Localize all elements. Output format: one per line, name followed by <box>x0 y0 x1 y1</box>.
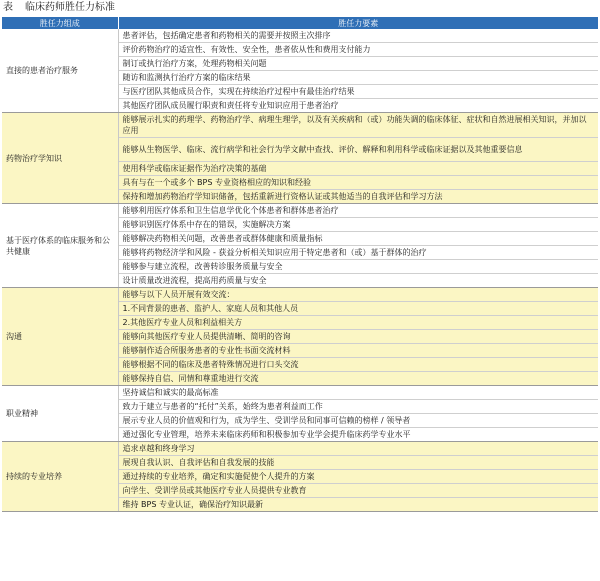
element-cell: 与医疗团队其他成员合作，实现在持续治疗过程中有最佳治疗结果 <box>118 85 598 99</box>
element-cell: 能够解决药物相关问题，改善患者或群体健康和质量指标 <box>118 232 598 246</box>
element-cell: 展示专业人员的价值观和行为，成为学生、受训学员和同事可信赖的榜样 / 领导者 <box>118 414 598 428</box>
table-row <box>2 442 598 456</box>
table-row <box>2 29 598 43</box>
element-cell: 保持和增加药物治疗学知识储备，包括重新进行资格认证或其他适当的自我评估和学习方法 <box>118 190 598 204</box>
element-cell: 其他医疗团队成员履行职责和责任将专业知识应用于患者治疗 <box>118 99 598 113</box>
category-cell: 持续的专业培养 <box>2 442 118 512</box>
table-row <box>2 288 598 302</box>
header-elements: 胜任力要素 <box>118 17 598 29</box>
element-cell: 能够制作适合所服务患者的专业性书面交流材料 <box>118 344 598 358</box>
element-cell: 维持 BPS 专业认证，确保治疗知识最新 <box>118 498 598 512</box>
caption-label: 表 <box>3 2 13 13</box>
element-cell: 能够向其他医疗专业人员提供清晰、简明的咨询 <box>118 330 598 344</box>
element-cell: 1.不同背景的患者、监护人、家庭人员和其他人员 <box>118 302 598 316</box>
element-cell: 设计质量改进流程，提高用药质量与安全 <box>118 274 598 288</box>
category-cell: 沟通 <box>2 288 118 386</box>
element-cell: 通过强化专业管理，培养未来临床药师和积极参加专业学会提升临床药学专业水平 <box>118 428 598 442</box>
element-cell: 制订或执行治疗方案，处理药物相关问题 <box>118 57 598 71</box>
element-cell: 能够与以下人员开展有效交流： <box>118 288 598 302</box>
element-cell: 通过持续的专业培养，确定和实施促使个人提升的方案 <box>118 470 598 484</box>
element-cell: 能够将药物经济学和风险 - 获益分析相关知识应用于特定患者和（或）基于群体的治疗 <box>118 246 598 260</box>
element-cell: 向学生、受训学员或其他医疗专业人员提供专业教育 <box>118 484 598 498</box>
table-caption <box>3 1 115 14</box>
table-header-row <box>2 17 598 29</box>
competency-table <box>2 17 598 512</box>
element-cell: 评价药物治疗的适宜性、有效性、安全性，患者依从性和费用支付能力 <box>118 43 598 57</box>
element-cell: 致力于建立与患者的“托付”关系，始终为患者利益而工作 <box>118 400 598 414</box>
element-cell: 能够识别医疗体系中存在的错误，实施解决方案 <box>118 218 598 232</box>
table-row <box>2 113 598 138</box>
table-body <box>2 29 598 512</box>
element-cell: 展现自我认识、自我评估和自我发展的技能 <box>118 456 598 470</box>
element-cell: 能够从生物医学、临床、流行病学和社会行为学文献中查找、评价、解释和利用科学或临床证据以及其他重要信息 <box>118 138 598 162</box>
caption-title: 临床药师胜任力标准 <box>25 2 115 13</box>
element-cell: 具有与在一个或多个 BPS 专业资格相应的知识和经验 <box>118 176 598 190</box>
element-cell: 随访和监测执行治疗方案的临床结果 <box>118 71 598 85</box>
element-cell: 能够参与建立流程，改善转诊服务质量与安全 <box>118 260 598 274</box>
category-cell: 职业精神 <box>2 386 118 442</box>
element-cell: 追求卓越和终身学习 <box>118 442 598 456</box>
element-cell: 2.其他医疗专业人员和利益相关方 <box>118 316 598 330</box>
header-competency: 胜任力组成 <box>2 17 118 29</box>
element-cell: 能够根据不同的临床及患者特殊情况进行口头交流 <box>118 358 598 372</box>
element-cell: 使用科学或临床证据作为治疗决策的基础 <box>118 162 598 176</box>
element-cell: 能够利用医疗体系和卫生信息学优化个体患者和群体患者治疗 <box>118 204 598 218</box>
element-cell: 坚持诚信和诚实的最高标准 <box>118 386 598 400</box>
table-row <box>2 386 598 400</box>
element-cell: 患者评估，包括确定患者和药物相关的需要并按照主次排序 <box>118 29 598 43</box>
element-cell: 能够展示扎实的药理学、药物治疗学、病理生理学，以及有关疾病和（或）功能失调的临床体征、症状和自然进展相关知识，并加以应用 <box>118 113 598 138</box>
category-cell: 直接的患者治疗服务 <box>2 29 118 113</box>
category-cell: 基于医疗体系的临床服务和公共健康 <box>2 204 118 288</box>
category-cell: 药物治疗学知识 <box>2 113 118 204</box>
element-cell: 能够保持自信、同情和尊重地进行交流 <box>118 372 598 386</box>
table-row <box>2 204 598 218</box>
